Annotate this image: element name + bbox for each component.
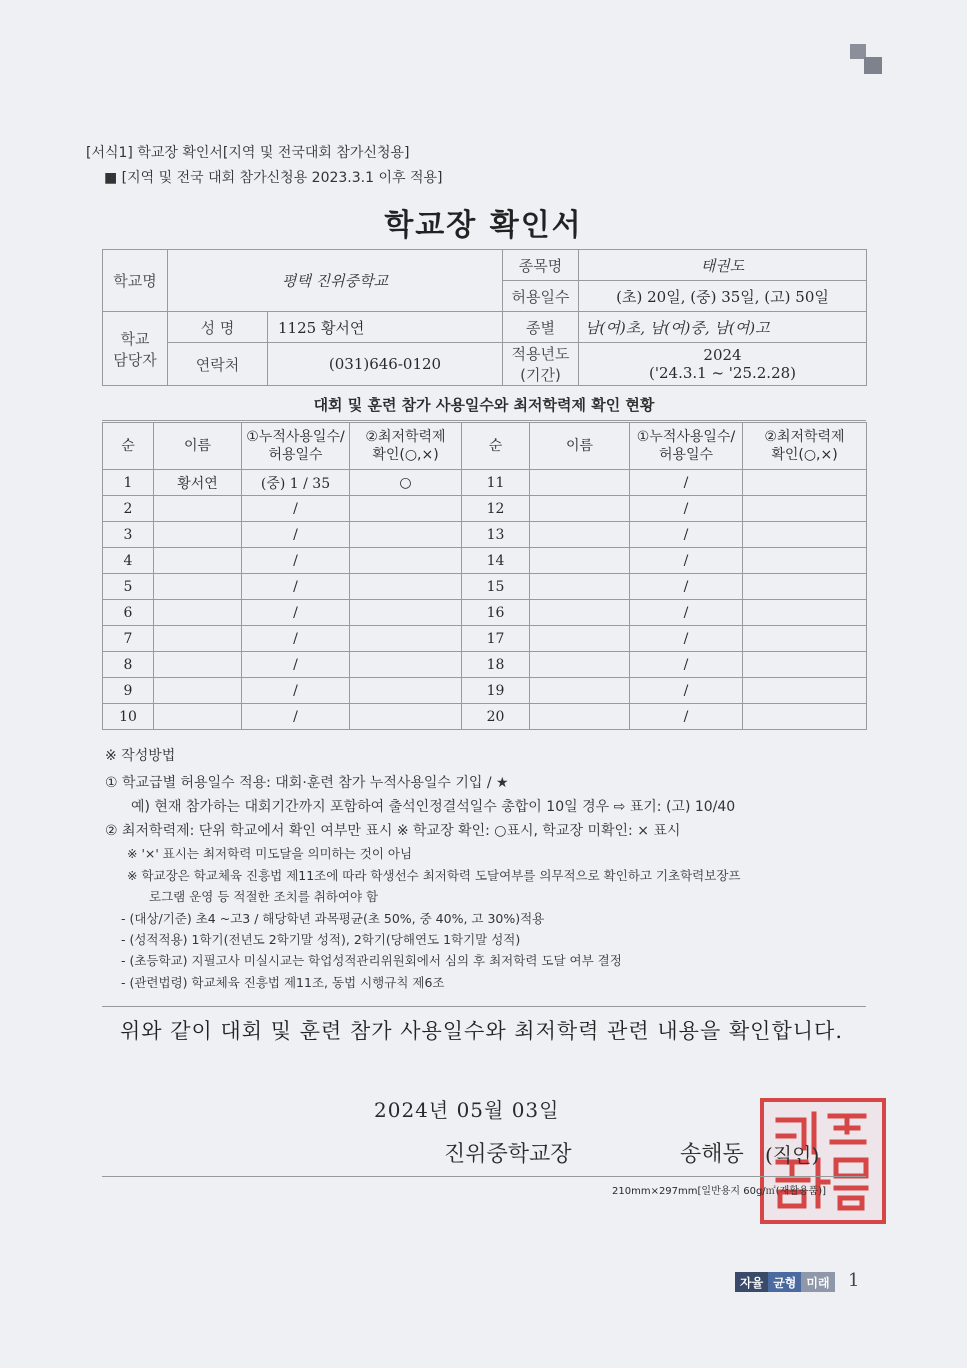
cell-days: / [242, 522, 350, 548]
cell-days2: / [630, 600, 743, 626]
cell-name: 황서연 [154, 470, 242, 496]
cell-no: 7 [103, 626, 154, 652]
cell-check [350, 626, 462, 652]
contact-label: 연락처 [168, 343, 268, 386]
cell-check2 [743, 626, 867, 652]
sport-label: 종목명 [503, 250, 579, 281]
col-days-2: ①누적사용일수/ 허용일수 [630, 423, 743, 470]
table-row [103, 678, 867, 704]
cell-days2: / [630, 626, 743, 652]
table-row [103, 522, 867, 548]
status-table [102, 422, 867, 730]
cell-days: / [242, 496, 350, 522]
days-label: 허용일수 [503, 281, 579, 312]
cell-name2 [530, 522, 630, 548]
contact-value: (031)646-0120 [268, 343, 503, 386]
days-value: (초) 20일, (중) 35일, (고) 50일 [579, 281, 867, 312]
cell-name2 [530, 704, 630, 730]
table-row [103, 704, 867, 730]
table-row [103, 574, 867, 600]
footer-logo-2: 균형 [768, 1272, 801, 1292]
cell-name2 [530, 470, 630, 496]
cell-check2 [743, 522, 867, 548]
year-label: 적용년도 (기간) [503, 343, 579, 386]
cell-check [350, 678, 462, 704]
footer-logo [735, 1272, 835, 1292]
cell-name2 [530, 574, 630, 600]
cell-check [350, 548, 462, 574]
cell-check2 [743, 600, 867, 626]
cell-name2 [530, 548, 630, 574]
school-principal-title: 진위중학교장 [444, 1142, 572, 1167]
cell-check2 [743, 470, 867, 496]
table-row [103, 652, 867, 678]
cell-no2: 13 [462, 522, 530, 548]
col-check-2: ②최저학력제 확인(○,×) [743, 423, 867, 470]
cell-no: 3 [103, 522, 154, 548]
cell-name [154, 678, 242, 704]
note-2-b-cont: 로그램 운영 등 적절한 조치를 취하여야 함 [149, 889, 379, 904]
cell-no: 9 [103, 678, 154, 704]
cell-name2 [530, 678, 630, 704]
cell-check [350, 496, 462, 522]
page-number: 1 [848, 1270, 860, 1291]
detail-3: - (초등학교) 지필고사 미실시교는 학업성적관리위원회에서 심의 후 최저학력 도달 여부 결정 [121, 953, 622, 968]
col-name: 이름 [154, 423, 242, 470]
col-name-2: 이름 [530, 423, 630, 470]
cell-days2: / [630, 574, 743, 600]
cell-days2: / [630, 678, 743, 704]
footer-logo-1: 자율 [735, 1272, 768, 1292]
manager-label: 학교 담당자 [103, 312, 168, 386]
cell-no2: 15 [462, 574, 530, 600]
cell-name2 [530, 496, 630, 522]
status-caption: 대회 및 훈련 참가 사용일수와 최저학력제 확인 현황 [102, 390, 866, 421]
cell-check [350, 522, 462, 548]
cell-days: / [242, 652, 350, 678]
cell-name [154, 574, 242, 600]
cell-no: 4 [103, 548, 154, 574]
table-row [103, 548, 867, 574]
cell-days: / [242, 626, 350, 652]
cell-check: ○ [350, 470, 462, 496]
detail-2: - (성적적용) 1학기(전년도 2학기말 성적), 2학기(당해연도 1학기말 성적) [121, 932, 521, 947]
note-1: ① 학교급별 허용일수 적용: 대회·훈련 참가 누적사용일수 기입 / ★ [105, 775, 509, 791]
cell-name2 [530, 652, 630, 678]
cell-check2 [743, 574, 867, 600]
table-row [103, 626, 867, 652]
notes-heading: ※ 작성방법 [105, 748, 176, 764]
cell-check [350, 600, 462, 626]
col-check: ②최저학력제 확인(○,×) [350, 423, 462, 470]
cell-no: 5 [103, 574, 154, 600]
cell-no2: 19 [462, 678, 530, 704]
col-no: 순 [103, 423, 154, 470]
confirmation-text: 위와 같이 대회 및 훈련 참가 사용일수와 최저학력 관련 내용을 확인합니다. [120, 1019, 844, 1043]
seal-label: (직인) [765, 1143, 820, 1167]
cell-check2 [743, 496, 867, 522]
cell-days2: / [630, 522, 743, 548]
cell-days2: / [630, 548, 743, 574]
cell-name [154, 522, 242, 548]
table-row [103, 600, 867, 626]
cell-name2 [530, 600, 630, 626]
cell-no: 2 [103, 496, 154, 522]
cell-no2: 20 [462, 704, 530, 730]
cell-name2 [530, 626, 630, 652]
cell-no2: 11 [462, 470, 530, 496]
school-info-table [102, 249, 867, 386]
cell-no2: 14 [462, 548, 530, 574]
cell-name [154, 704, 242, 730]
cell-check2 [743, 548, 867, 574]
note-1-example: 예) 현재 참가하는 대회기간까지 포함하여 출석인정결석일수 총합이 10일 경우 ⇨ 표기: (고) 10/40 [131, 799, 736, 815]
year-value: 2024 ('24.3.1 ~ '25.2.28) [579, 343, 867, 386]
cell-name [154, 652, 242, 678]
cell-name [154, 548, 242, 574]
cell-check [350, 652, 462, 678]
cell-days: / [242, 704, 350, 730]
cell-check2 [743, 652, 867, 678]
corner-decoration [850, 44, 884, 74]
paper-size: 210mm×297mm[일반용지 60g/㎡(재활용품)] [612, 1186, 827, 1197]
cell-days: / [242, 678, 350, 704]
cell-days2: / [630, 470, 743, 496]
name-value: 1125 황서연 [268, 312, 503, 343]
cell-name [154, 626, 242, 652]
detail-1: - (대상/기준) 초4 ~고3 / 해당학년 과목평균(초 50%, 중 40%, 고 30%)적용 [121, 911, 545, 926]
principal-name: 송해동 [680, 1142, 744, 1167]
cell-name [154, 496, 242, 522]
note-2-a: ※ '×' 표시는 최저학력 미도달을 의미하는 것이 아님 [127, 846, 413, 861]
cell-days: (중) 1 / 35 [242, 470, 350, 496]
name-label: 성 명 [168, 312, 268, 343]
cell-days2: / [630, 704, 743, 730]
page-title: 학교장 확인서 [384, 208, 583, 243]
cell-no2: 16 [462, 600, 530, 626]
divider-2 [102, 1176, 866, 1177]
note-2-b: ※ 학교장은 학교체육 진흥법 제11조에 따라 학생선수 최저학력 도달여부를 의무적으로 확인하고 기초학력보장프 [127, 868, 741, 883]
table-row [103, 496, 867, 522]
cell-check [350, 574, 462, 600]
cell-days2: / [630, 652, 743, 678]
form-subtitle: ■ [지역 및 전국 대회 참가신청용 2023.3.1 이후 적용] [104, 170, 443, 186]
cell-no: 6 [103, 600, 154, 626]
detail-4: - (관련법령) 학교체육 진흥법 제11조, 동법 시행규칙 제6조 [121, 975, 445, 990]
cell-no: 10 [103, 704, 154, 730]
form-label: [서식1] 학교장 확인서[지역 및 전국대회 참가신청용] [86, 145, 410, 161]
cell-days: / [242, 600, 350, 626]
category-label: 종별 [503, 312, 579, 343]
table-row [103, 470, 867, 496]
note-2: ② 최저학력제: 단위 학교에서 확인 여부만 표시 ※ 학교장 확인: ○표시, 학교장 미확인: × 표시 [105, 823, 681, 839]
col-days: ①누적사용일수/ 허용일수 [242, 423, 350, 470]
col-no-2: 순 [462, 423, 530, 470]
divider [102, 1006, 866, 1007]
footer-logo-3: 미래 [801, 1272, 834, 1292]
cell-no2: 17 [462, 626, 530, 652]
cell-no2: 18 [462, 652, 530, 678]
cell-days: / [242, 574, 350, 600]
confirmation-date: 2024년 05월 03일 [374, 1098, 560, 1122]
cell-name [154, 600, 242, 626]
school-name: 평택 진위중학교 [168, 250, 503, 312]
cell-check [350, 704, 462, 730]
cell-no: 8 [103, 652, 154, 678]
sport-value: 태권도 [579, 250, 867, 281]
cell-no: 1 [103, 470, 154, 496]
cell-no2: 12 [462, 496, 530, 522]
category-value: 남(여)초, 남(여)중, 남(여)고 [579, 312, 867, 343]
cell-days2: / [630, 496, 743, 522]
cell-check2 [743, 678, 867, 704]
cell-check2 [743, 704, 867, 730]
school-label: 학교명 [103, 250, 168, 312]
cell-days: / [242, 548, 350, 574]
